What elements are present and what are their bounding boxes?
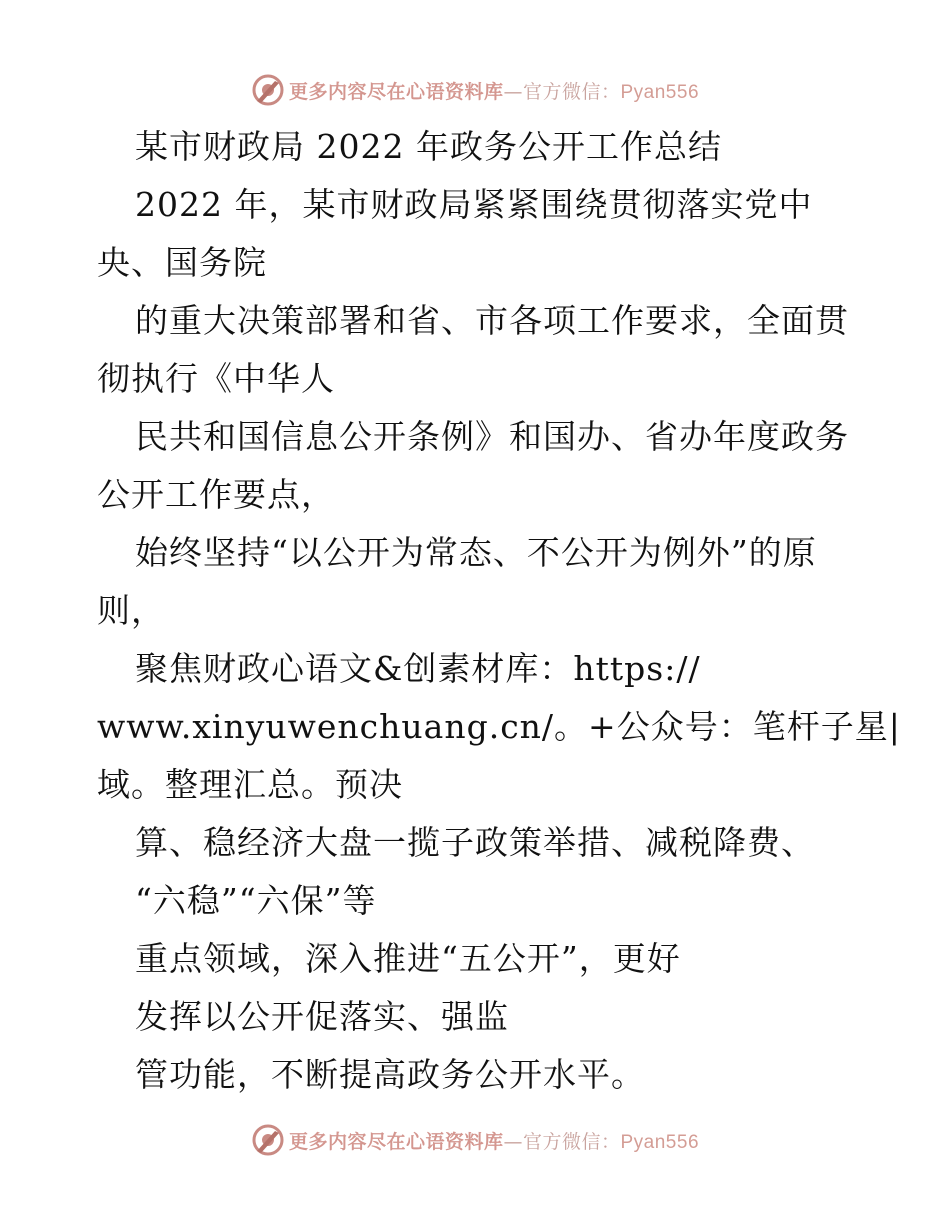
watermark-header	[0, 70, 950, 110]
watermark-main: 更多内容尽在心语资料库	[288, 80, 504, 103]
paragraph-line: 域。整理汇总。预决	[97, 765, 403, 804]
watermark-footer	[0, 1120, 950, 1160]
paragraph-line: 的重大决策部署和省、市各项工作要求，全面贯	[135, 301, 849, 340]
document-title: 某市财政局 2022 年政务公开工作总结	[135, 127, 722, 166]
paragraph-line: 央、国务院	[97, 243, 267, 282]
paragraph-line: 则，	[97, 591, 165, 630]
watermark-sep: —	[503, 80, 523, 103]
paragraph-line: 重点领域，深入推进“五公开”，更好	[135, 939, 681, 978]
brand-logo-icon	[251, 73, 285, 107]
paragraph-line: www.xinyuwenchuang.cn/。+公众号：笔杆子星|	[97, 707, 901, 746]
watermark-contact: 官方微信：	[522, 1130, 621, 1153]
watermark-id: Pyan556	[620, 1131, 700, 1153]
brand-logo-icon	[251, 1123, 285, 1157]
watermark-contact: 官方微信：	[522, 80, 621, 103]
paragraph-line: 公开工作要点，	[97, 475, 335, 514]
paragraph-line: 管功能，不断提高政务公开水平。	[135, 1055, 645, 1094]
watermark-text	[289, 77, 699, 104]
watermark-id: Pyan556	[620, 81, 700, 103]
watermark-sep: —	[503, 1130, 523, 1153]
paragraph-line: 始终坚持“以公开为常态、不公开为例外”的原	[135, 533, 817, 572]
paragraph-line: 彻执行《中华人	[97, 359, 335, 398]
paragraph-line: 2022 年，某市财政局紧紧围绕贯彻落实党中	[135, 185, 813, 224]
watermark-main: 更多内容尽在心语资料库	[288, 1130, 504, 1153]
paragraph-line: 民共和国信息公开条例》和国办、省办年度政务	[135, 417, 849, 456]
paragraph-line: 算、稳经济大盘一揽子政策举措、减税降费、	[135, 823, 815, 862]
paragraph-line: “六稳”“六保”等	[135, 881, 377, 920]
watermark-text	[289, 1127, 699, 1154]
paragraph-line: 发挥以公开促落实、强监	[135, 997, 509, 1036]
paragraph-line: 聚焦财政心语文&创素材库：https://	[135, 649, 701, 688]
